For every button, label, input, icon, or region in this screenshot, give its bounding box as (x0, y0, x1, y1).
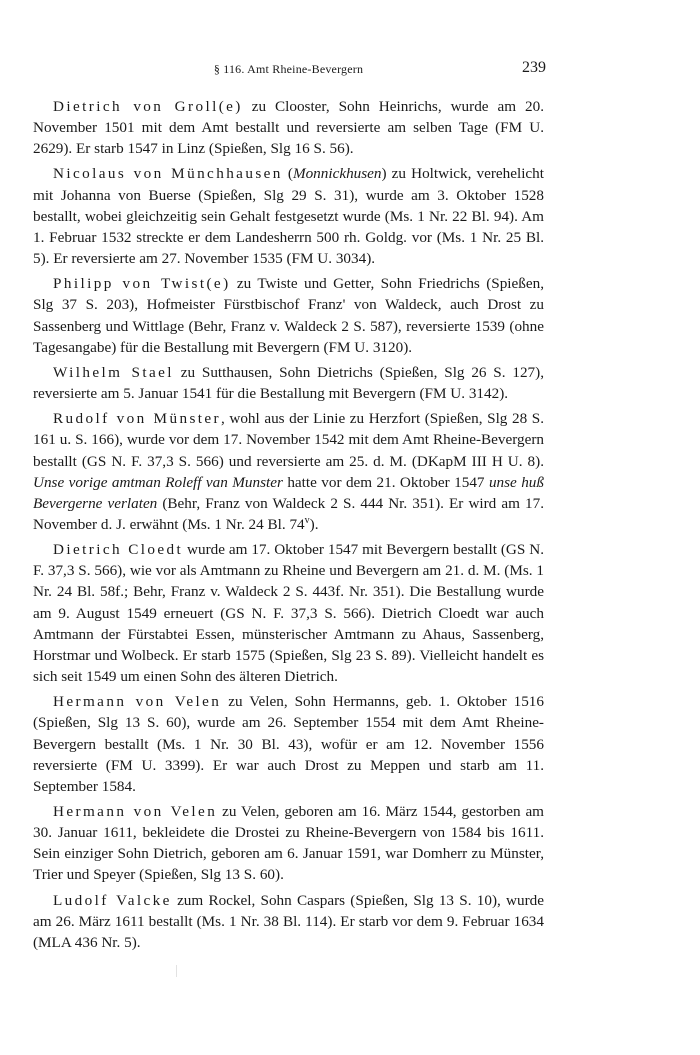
entry-nicolaus-von-muenchhausen (33, 163, 544, 269)
person-name: Hermann von Velen (53, 803, 218, 820)
page-number: 239 (522, 59, 546, 76)
entry-philipp-von-twiste (33, 273, 544, 358)
scan-speck (176, 965, 177, 977)
entry-text: zu Twiste und Getter, Sohn Friedrichs (Spießen, Slg 37 S. 203), Hofmeister Fürstbischof Franz' von Waldeck, auch Drost zu Sassenberg und Wittlage (Behr, Franz v. Waldeck 2 S. 587), reversierte 1539 (ohne Tagesangabe) für die Bestallung mit Bevergern (FM U. 3120). (33, 275, 544, 356)
person-name: Wilhelm Stael (53, 363, 174, 381)
entry-text: zu Sutthausen, Sohn Dietrichs (Spießen, Slg 26 S. 127), reversierte am 5. Januar 1541 für die Bestallung mit Bevergern (FM U. 3142). (33, 363, 544, 403)
person-name: Dietrich Cloedt (53, 541, 184, 559)
entry-text: zu Velen, geboren am 16. März 1544, gestorben am 30. Januar 1611, bekleidete die Drostei zu Rheine-Bevergern von 1584 bis 1611. Sein einziger Sohn Dietrich, geboren am 6. Januar 1591, war Domherr zu Münster, Trier und Speyer (Spießen, Slg 13 S. 60). (33, 803, 544, 884)
body-text (33, 96, 544, 957)
superscript: v (304, 514, 310, 526)
entry-text: zu Velen, Sohn Hermanns, geb. 1. Oktober 1516 (Spießen, Slg 13 S. 60), wurde am 26. September 1554 mit dem Amt Rheine-Bevergern bestallt (Ms. 1 Nr. 30 Bl. 43), wofür er am 12. November 1556 reversierte (FM U. 3399). Er war auch Drost zu Meppen und starb am 11. September 1584. (33, 693, 544, 795)
person-name: Hermann von Velen (53, 693, 222, 711)
person-name: Dietrich von Groll(e) (53, 98, 243, 115)
person-name: Ludolf Valcke (53, 891, 172, 909)
italic-quote: Unse vorige amtman Roleff van Munster (33, 473, 283, 491)
entry-hermann-von-velen-2 (33, 801, 544, 886)
entry-text: hatte vor dem 21. Oktober 1547 (282, 473, 489, 491)
entry-text: zum Rockel, Sohn Caspars (Spießen, Slg 13 S. 10), wurde am 26. März 1611 bestallt (Ms. 1 Nr. 38 Bl. 114). Er starb vor dem 9. Februar 1634 (MLA 436 Nr. 5). (33, 891, 544, 951)
entry-ludolf-valcke (33, 890, 544, 953)
running-head (33, 59, 546, 82)
italic-quote: Monnickhusen (292, 165, 382, 183)
person-name: Rudolf von Münster (53, 410, 221, 428)
person-name: Nicolaus von Münchhausen (53, 165, 283, 183)
entry-hermann-von-velen-1 (33, 691, 544, 797)
entry-dietrich-cloedt (33, 539, 544, 687)
entry-dietrich-von-grolle (33, 96, 544, 159)
entry-text: , wohl aus der Linie zu Herzfort (Spießen, Slg 28 S. 161 u. S. 166), wurde vor dem 17. November 1542 mit dem Amt Rheine-Bevergern bestallt (GS N. F. 37,3 S. 566) und reversierte am 25. d. M. (DKapM III H U. 8). (33, 410, 545, 470)
entry-text: ) zu Holtwick, verehelicht mit Johanna von Buerse (Spießen, Slg 29 S. 31), wurde am 3. Oktober 1528 bestallt, wobei gleichzeitig sein Gehalt festgesetzt wurde (Ms. 1 Nr. 22 Bl. 94). Am 1. Februar 1532 streckte er dem Landesherrn 500 rh. Goldg. vor (Ms. 1 Nr. 25 Bl. 5). Er reversierte am 27. November 1535 (FM U. 3034). (33, 165, 544, 268)
entry-wilhelm-stael (33, 362, 544, 404)
entry-rudolf-von-muenster (33, 408, 544, 535)
entry-text: ). (309, 515, 319, 533)
italic-quote: unse huß Bevergerne verlaten (33, 473, 544, 512)
entry-text: zu Clooster, Sohn Heinrichs, wurde am 20. November 1501 mit dem Amt bestallt und reversierte am selben Tage (FM U. 2629). Er starb 1547 in Linz (Spießen, Slg 16 S. 56). (33, 98, 544, 158)
entry-text: ( (282, 165, 293, 183)
person-name: Philipp von Twist(e) (53, 275, 231, 293)
entry-text: wurde am 17. Oktober 1547 mit Bevergern bestallt (GS N. F. 37,3 S. 566), wie vor als Amtmann zu Rheine und Bevergern am 21. d. M. (Ms. 1 Nr. 24 Bl. 58f.; Behr, Franz v. Waldeck 2 S. 443f. Nr. 351). Die Bestallung wurde am 9. August 1549 erneuert (GS N. F. 37,3 S. 566). Dietrich Cloedt war auch Amtmann der Fürstabtei Essen, münsterischer Amtmann zu Ahaus, Sassenberg, Horstmar und Wolbeck. Er starb 1575 (Spießen, Slg 23 S. 89). Vielleicht handelt es sich seit 1549 um einen Sohn des älteren Dietrich. (33, 541, 544, 686)
entry-text: (Behr, Franz von Waldeck 2 S. 444 Nr. 351). Er wird am 17. November d. J. erwähnt (Ms. 1 Nr. 24 Bl. 74 (33, 494, 544, 533)
running-title: § 116. Amt Rheine-Bevergern (213, 62, 364, 76)
